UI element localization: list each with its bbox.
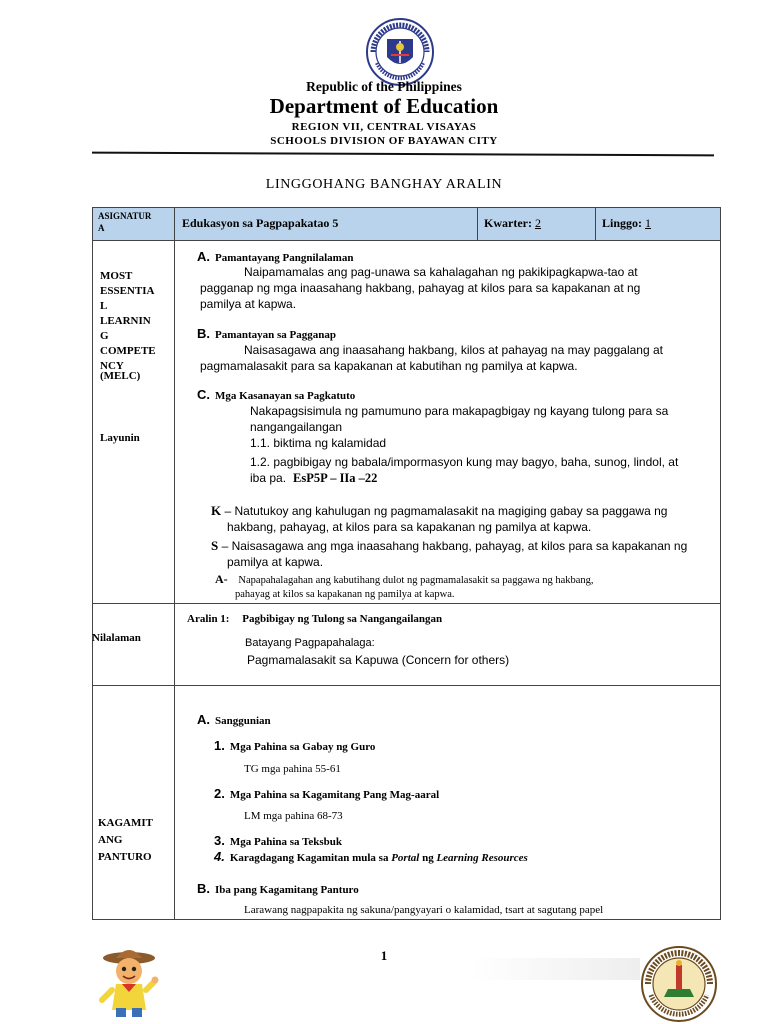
layunin-label: Layunin xyxy=(100,432,140,444)
section-a-heading xyxy=(197,249,353,264)
table-border-left xyxy=(92,207,93,920)
reference-item-detail: LM mga pahina 68-73 xyxy=(244,810,343,822)
reference-item-number: 2. xyxy=(214,786,225,801)
melc-label-line: (MELC) xyxy=(100,370,141,382)
section-c-text-line: 1.1. biktima ng kalamidad xyxy=(250,436,387,450)
reference-item-number: 3. xyxy=(214,833,225,848)
melc-label-line: COMPETE xyxy=(100,345,156,357)
reference-item-detail: TG mga pahina 55-61 xyxy=(244,763,341,775)
table-divider xyxy=(92,240,721,241)
section-c-marker: C. xyxy=(197,387,210,402)
section-c-text-line: 1.2. pagbibigay ng babala/impormasyon kung may bagyo, baha, sunog, lindol, at xyxy=(250,455,679,469)
reference-item xyxy=(214,849,528,864)
aralin-label: Aralin 1: xyxy=(187,613,230,625)
sanggunian-heading xyxy=(197,712,271,727)
linggo-value: 1 xyxy=(645,216,652,230)
batayang-value: Pagmamalasakit sa Kapuwa (Concern for others) xyxy=(247,653,510,667)
melc-label-line: NCY xyxy=(100,360,124,372)
batayang-label: Batayang Pagpapahalaga: xyxy=(245,637,375,649)
section-a-text-line: pamilya at kapwa. xyxy=(200,297,297,311)
table-border-top xyxy=(92,207,721,208)
melc-label-line: G xyxy=(100,330,109,342)
reference-item-title: Karagdagang Kagamitan mula sa xyxy=(229,852,389,864)
header-divider xyxy=(92,152,714,157)
other-materials-title: Iba pang Kagamitang Panturo xyxy=(215,884,359,896)
section-b-text-line: Naisasagawa ang inaasahang hakbang, kilos at pahayag na may paggalang at xyxy=(244,343,663,357)
subject-name: Edukasyon sa Pagpapakatao 5 xyxy=(182,216,339,230)
asignatura-label-cont: A xyxy=(98,223,105,233)
other-materials-heading xyxy=(197,881,359,896)
section-c-last-text: iba pa. xyxy=(250,471,287,485)
kwarter-label: Kwarter: xyxy=(484,216,532,230)
sanggunian-title: Sanggunian xyxy=(215,715,271,727)
kwarter-cell xyxy=(484,216,541,231)
section-b-heading xyxy=(197,326,336,341)
asignatura-label: ASIGNATUR xyxy=(98,211,152,221)
section-c-heading xyxy=(197,387,355,402)
objective-s-letter: S xyxy=(211,538,219,553)
sanggunian-marker: A. xyxy=(197,712,210,727)
deped-seal-logo xyxy=(365,17,435,87)
table-divider xyxy=(595,207,596,240)
section-c-title: Mga Kasanayan sa Pagkatuto xyxy=(215,390,356,402)
region-heading: REGION VII, CENTRAL VISAYAS xyxy=(291,121,477,133)
objective-k-letter: K xyxy=(211,503,222,518)
kagamitan-label-line: PANTURO xyxy=(98,851,152,863)
aralin-title: Pagbibigay ng Tulong sa Nangangailangan xyxy=(242,613,443,625)
lesson-plan-table xyxy=(92,207,721,920)
table-divider xyxy=(477,207,478,240)
section-b-marker: B. xyxy=(197,326,210,341)
objective-k-text-line: hakbang, pahayag, at kilos para sa kapakanan ng pamilya at kapwa. xyxy=(227,520,592,534)
section-b-title: Pamantayan sa Pagganap xyxy=(215,329,337,341)
reference-item xyxy=(214,738,375,753)
section-c-text-line: Nakapagsisimula ng pamumuno para makapagbigay ng kayang tulong para sa xyxy=(250,404,669,418)
section-b-text-line: pagmamalasakit para sa kapakanan at kabutihan ng pamilya at kapwa. xyxy=(200,359,578,373)
portal-text: Portal xyxy=(391,852,420,864)
objective-s-line xyxy=(211,538,687,554)
portal-connector: ng xyxy=(422,852,434,864)
learning-resources-text: Learning Resources xyxy=(436,852,528,864)
republic-heading: Republic of the Philippines xyxy=(306,79,462,94)
linggo-label: Linggo: xyxy=(602,216,643,230)
objective-s-text: – Naisasagawa ang mga inaasahang hakbang, pahayag, at kilos para sa kapakanan ng xyxy=(221,539,688,553)
objective-a-text-line: pahayag at kilos sa kapakanan ng pamilya at kapwa. xyxy=(235,589,455,600)
reference-item xyxy=(214,786,439,801)
table-divider xyxy=(92,603,721,604)
melc-label-line: L xyxy=(100,300,108,312)
reference-item-title: Mga Pahina sa Kagamitang Pang Mag-aaral xyxy=(229,789,440,801)
kagamitan-label-line: KAGAMIT xyxy=(98,817,153,829)
aralin-heading xyxy=(187,613,442,625)
page-number: 1 xyxy=(380,948,388,963)
table-border-right xyxy=(720,207,721,920)
objective-s-text-line: pamilya at kapwa. xyxy=(227,555,324,569)
objective-a-line xyxy=(215,572,594,587)
table-border-bottom xyxy=(92,919,721,920)
other-materials-text: Larawang nagpapakita ng sakuna/pangyayari o kalamidad, tsart at sagutang papel xyxy=(244,904,604,916)
kwarter-value: 2 xyxy=(534,216,541,230)
melc-label-line: MOST xyxy=(100,270,133,282)
table-divider xyxy=(174,207,175,920)
objective-k-line xyxy=(211,503,667,519)
objective-k-text: – Natutukoy ang kahulugan ng pagmamalasakit na magiging gabay sa paggawa ng xyxy=(224,504,668,518)
objective-a-letter: A- xyxy=(215,572,228,586)
department-heading: Department of Education xyxy=(269,94,499,118)
kagamitan-label-line: ANG xyxy=(98,834,123,846)
section-a-text-line: pagganap ng mga inaasahang hakbang, pahayag at kilos para sa kapakanan at ng xyxy=(200,281,641,295)
melc-label-line: ESSENTIA xyxy=(100,285,155,297)
section-c-code-line xyxy=(250,471,377,486)
melc-label-line: LEARNIN xyxy=(100,315,151,327)
reference-item-title: Mga Pahina sa Gabay ng Guro xyxy=(229,741,376,753)
melc-code: EsP5P – IIa –22 xyxy=(293,471,378,485)
section-a-marker: A. xyxy=(197,249,210,264)
division-heading: SCHOOLS DIVISION OF BAYAWAN CITY xyxy=(270,135,498,147)
nilalaman-label: Nilalaman xyxy=(92,632,141,644)
reference-item-title: Mga Pahina sa Teksbuk xyxy=(229,836,343,848)
table-divider xyxy=(92,685,721,686)
other-materials-marker: B. xyxy=(197,881,210,896)
section-c-text-line: nangangailangan xyxy=(250,420,343,434)
plan-title: LINGGOHANG BANGHAY ARALIN xyxy=(265,177,503,192)
objective-a-text: Napapahalagahan ang kabutihang dulot ng pagmamalasakit sa paggawa ng hakbang, xyxy=(238,575,594,586)
division-of-bayawan-city-seal xyxy=(640,945,718,1023)
section-a-title: Pamantayang Pangnilalaman xyxy=(215,252,354,264)
section-a-text-line: Naipamamalas ang pag-unawa sa kahalagahan ng pakikipagkapwa-tao at xyxy=(244,265,638,279)
reference-item xyxy=(214,833,342,848)
reference-item-number: 1. xyxy=(214,738,225,753)
linggo-cell xyxy=(602,216,651,231)
footer-shadow xyxy=(470,958,640,980)
reference-item-number: 4. xyxy=(214,849,225,864)
